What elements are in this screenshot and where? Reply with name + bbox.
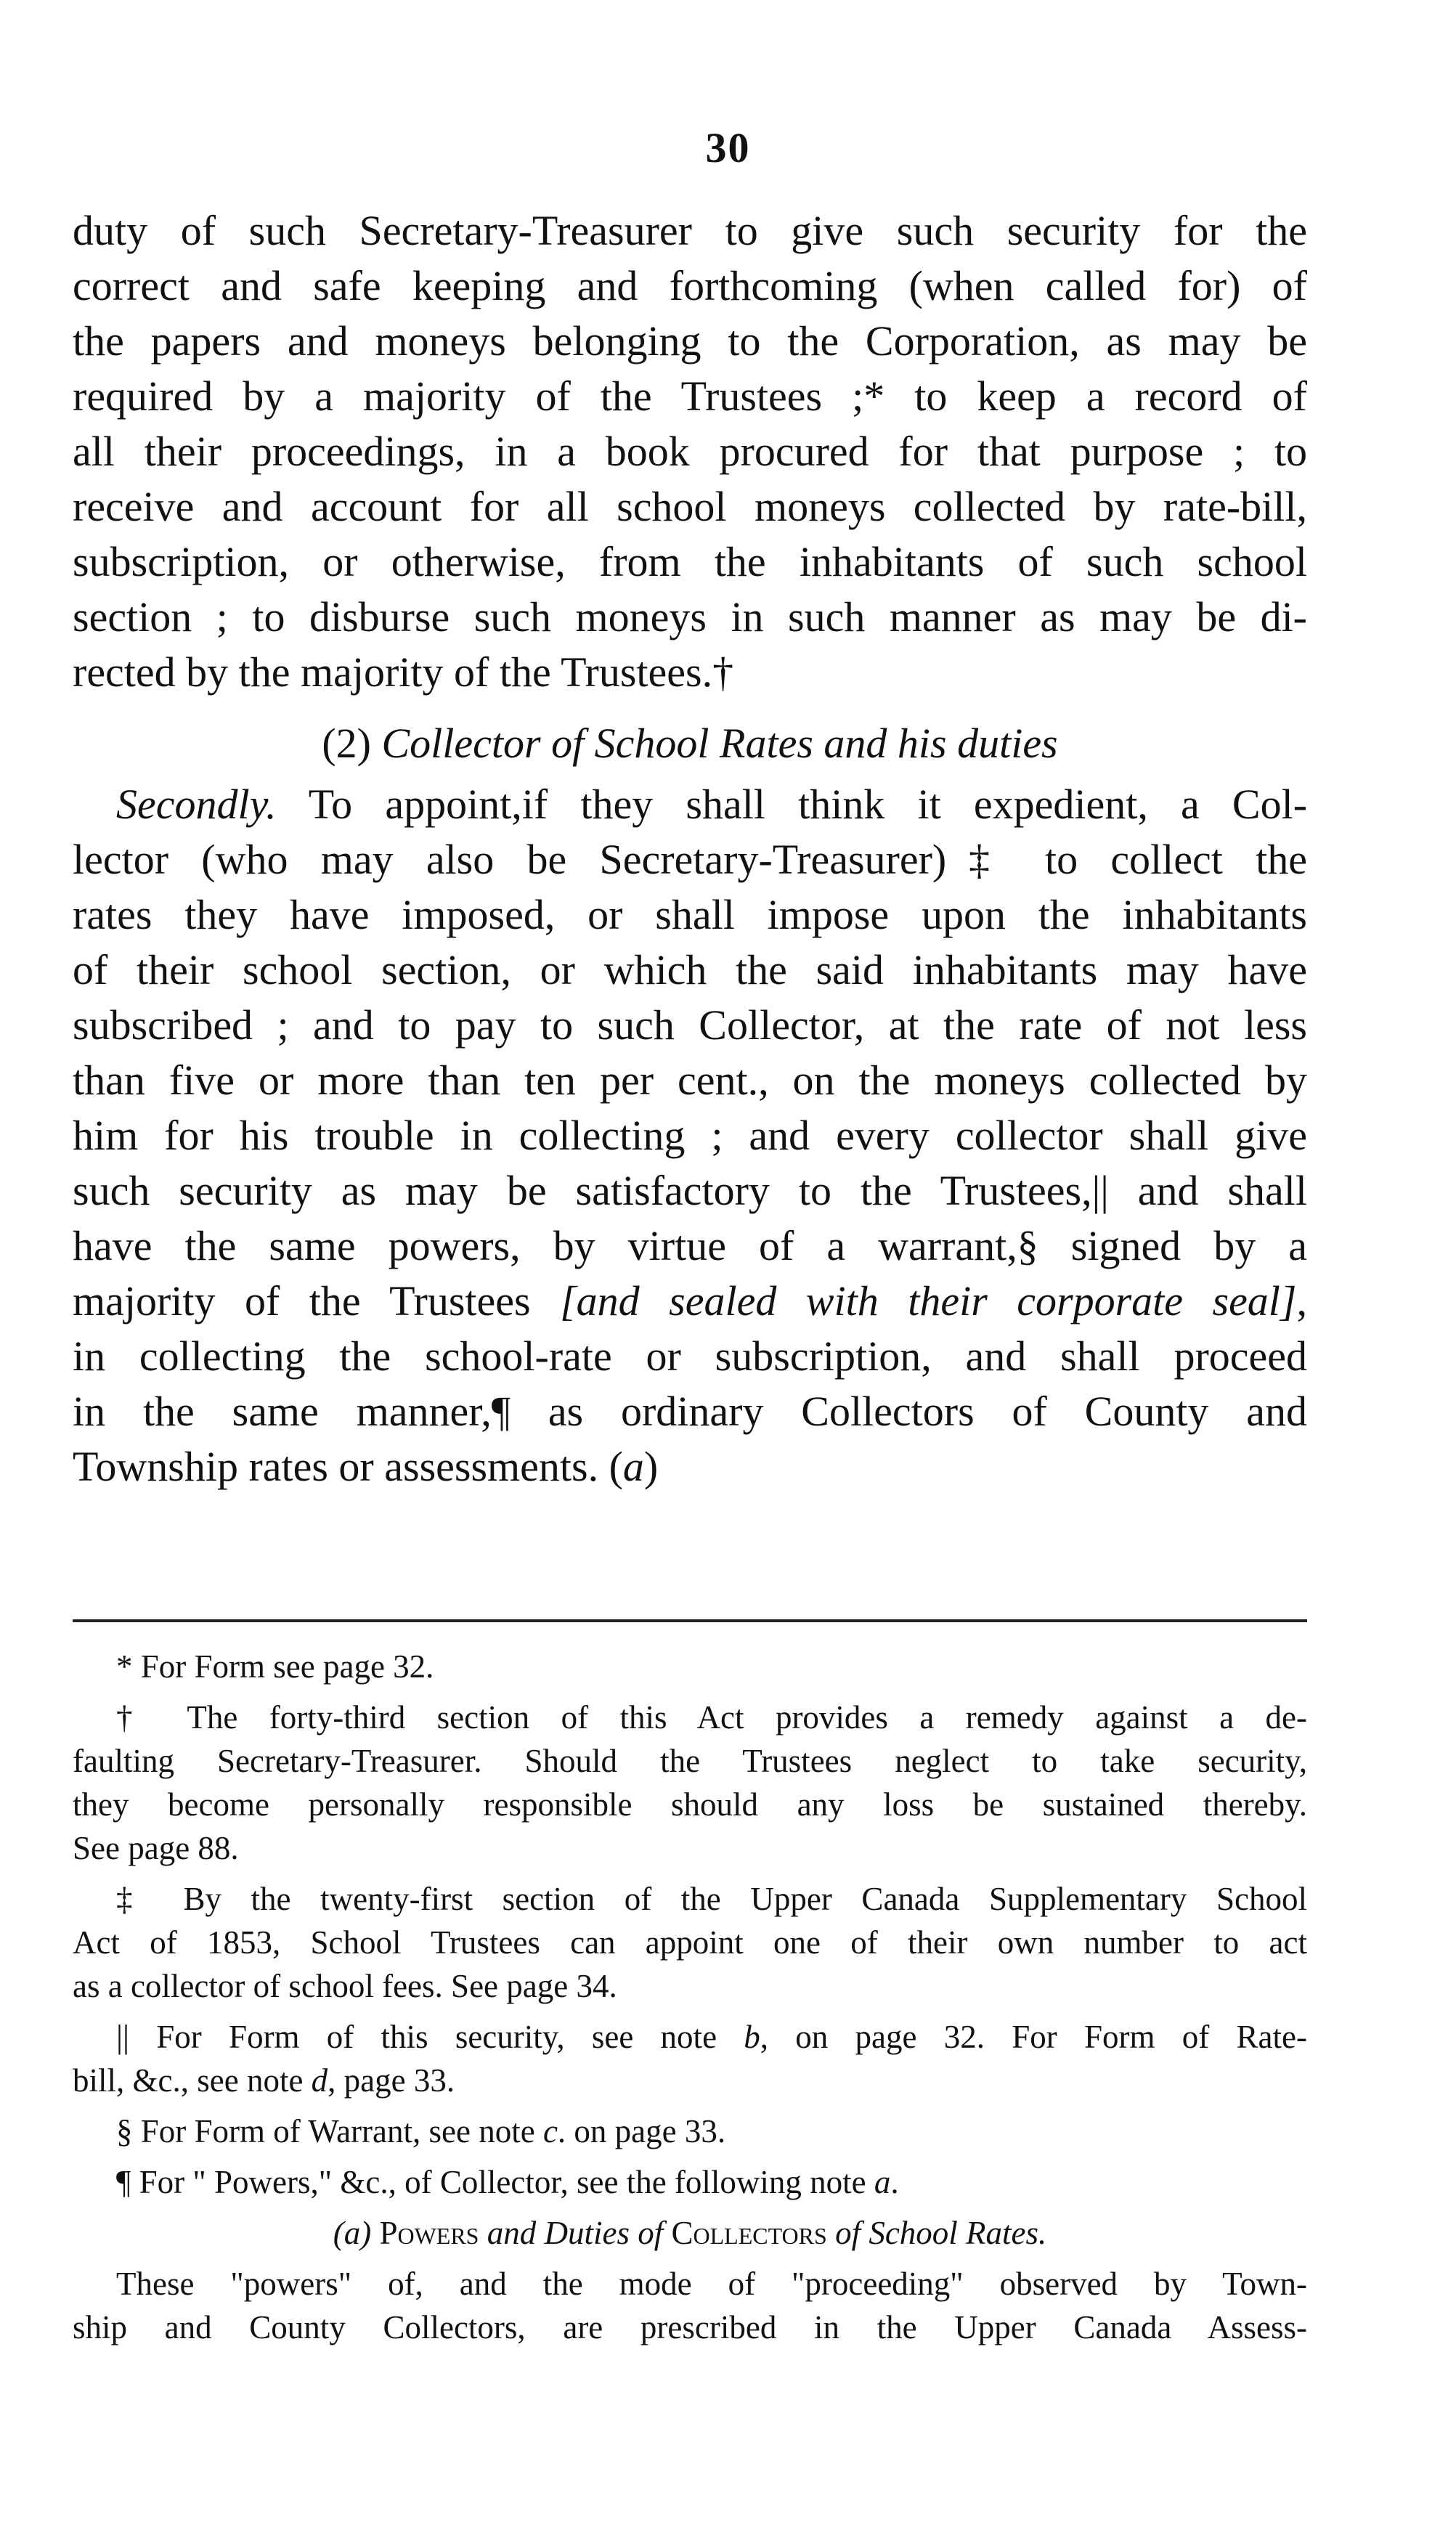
paragraph-2-line: such security as may be satisfactory to the Trustees,|| and shall [73, 1167, 1307, 1214]
footnote-parallel-text: bill, &c., see note [73, 2062, 312, 2099]
paragraph-1-line: rected by the majority of the Trustees.† [73, 648, 734, 696]
footnote-double-dagger-line: ‡ By the twenty-first section of the Upper Canada Supplementary School [116, 1881, 1307, 1917]
note-a-text-line: These "powers" of, and the mode of "proceeding" observed by Town- [116, 2266, 1307, 2302]
paragraph-2-first-line [73, 777, 1307, 832]
footnote-dagger-line: † The forty-third section of this Act provides a remedy against a de- [116, 1699, 1307, 1736]
paragraph-1-line: the papers and moneys belonging to the Corporation, as may be [73, 317, 1307, 365]
paragraph-2-line: lector (who may also be Secretary-Treasurer)‡ to collect the [73, 836, 1307, 883]
footnote-section-text: . on page 33. [557, 2113, 726, 2149]
paragraph-2-line: of their school section, or which the said inhabitants may have [73, 946, 1307, 993]
section-heading [73, 716, 1307, 771]
paragraph-1-line: receive and account for all school moneys collected by rate-bill, [73, 483, 1307, 530]
footnote-section-italic: c [542, 2113, 558, 2149]
paragraph-2-line: have the same powers, by virtue of a warrant,§ signed by a [73, 1222, 1307, 1269]
section-heading-number: (2) [322, 720, 371, 767]
footnote-pilcrow-text: ¶ For " Powers," &c., of Collector, see the following note [116, 2164, 874, 2200]
bracket-line-after: , [1296, 1277, 1307, 1325]
paragraph-2-bracket-line [73, 1274, 1307, 1329]
paragraph-2-line: in the same manner,¶ as ordinary Collectors of County and [73, 1388, 1307, 1435]
note-a-heading-word: Collectors [671, 2215, 827, 2251]
paragraph-2-line: subscribed ; and to pay to such Collector, at the rate of not less [73, 1001, 1307, 1049]
main-text [73, 203, 1307, 1494]
bracket-line-before: majority of the Trustees [73, 1277, 561, 1325]
footnote-pilcrow-italic: a [874, 2164, 891, 2200]
footnote-double-dagger-line: Act of 1853, School Trustees can appoint one of their own number to act [73, 1924, 1307, 1961]
bracket-line-italic: [and sealed with their corporate seal] [560, 1277, 1297, 1325]
last-line-before: Township rates or assessments. ( [73, 1443, 623, 1490]
note-a-heading [73, 2211, 1307, 2255]
paragraph-2-last-line [73, 1439, 1307, 1494]
footnote-parallel-line [73, 2059, 1307, 2102]
paragraph-2-line: rates they have imposed, or shall impose upon the inhabitants [73, 891, 1307, 938]
footnotes [73, 1645, 1307, 2349]
paragraph-2-line: than five or more than ten per cent., on the moneys collected by [73, 1057, 1307, 1104]
paragraph-1-line: duty of such Secretary-Treasurer to give such security for the [73, 207, 1307, 254]
footnote-dagger-line: faulting Secretary-Treasurer. Should the Trustees neglect to take security, [73, 1743, 1307, 1779]
footnote-parallel-line [73, 2015, 1307, 2059]
page-number: 30 [705, 124, 751, 171]
paragraph-2-lead-word: Secondly. [116, 781, 277, 828]
footnote-parallel-italic: d [311, 2062, 328, 2099]
footnote-double-dagger-line: as a collector of school fees. See page 34. [73, 1968, 617, 2004]
paragraph-1-line: correct and safe keeping and forthcoming (when called for) of [73, 262, 1307, 309]
paragraph-2-first-line-text: To appoint,if they shall think it expedient, a Col- [308, 781, 1308, 828]
footnote-dagger-line: See page 88. [73, 1830, 239, 1866]
paragraph-1-line: all their proceedings, in a book procured for that purpose ; to [73, 428, 1307, 475]
footnote-section [73, 2109, 1307, 2153]
footnote-parallel-italic: b [744, 2019, 760, 2055]
footnote-divider [73, 1619, 1307, 1622]
footnote-parallel-text: || For Form of this security, see note [116, 2019, 744, 2055]
section-heading-title: Collector of School Rates and his duties [381, 720, 1058, 767]
footnote-dagger-line: they become personally responsible should any loss be sustained thereby. [73, 1786, 1307, 1823]
note-a-label: (a) [333, 2215, 372, 2251]
paragraph-2-line: in collecting the school-rate or subscription, and shall proceed [73, 1332, 1307, 1380]
paragraph-1-line: section ; to disburse such moneys in such manner as may be di- [73, 593, 1307, 640]
footnote-pilcrow-text: . [890, 2164, 899, 2200]
note-a-heading-word: and Duties of [487, 2215, 664, 2251]
last-line-after: ) [643, 1443, 659, 1490]
note-a-text-line: ship and County Collectors, are prescribed in the Upper Canada Assess- [73, 2309, 1307, 2345]
paragraph-2-line: him for his trouble in collecting ; and every collector shall give [73, 1112, 1307, 1159]
footnote-parallel-text: , page 33. [328, 2062, 455, 2099]
paragraph-1-line: subscription, or otherwise, from the inhabitants of such school [73, 538, 1307, 585]
footnote-parallel-text: , on page 32. For Form of Rate- [760, 2019, 1307, 2055]
last-line-italic: a [622, 1443, 644, 1490]
footnote-star: * For Form see page 32. [116, 1648, 434, 1685]
footnote-section-text: § For Form of Warrant, see note [116, 2113, 543, 2149]
note-a-heading-word: Powers [379, 2215, 479, 2251]
note-a-heading-word: of School Rates. [835, 2215, 1047, 2251]
paragraph-1-line: required by a majority of the Trustees ;* to keep a record of [73, 373, 1307, 420]
footnote-pilcrow [73, 2160, 1307, 2204]
